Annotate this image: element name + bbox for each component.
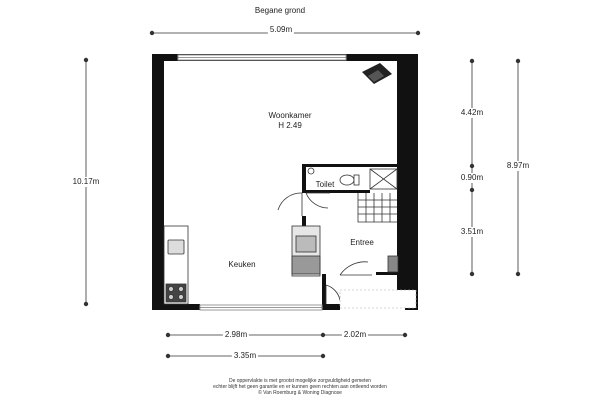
footer-line-3: © Van Roemburg & Woning Diagnose: [258, 390, 342, 396]
footer-line-1: De oppervlakte is met grootst mogelijke zorgvuldigheid gemeten: [228, 378, 372, 384]
room-toilet: Toilet: [315, 180, 335, 189]
dim-bottom-left: 2.98m: [224, 330, 248, 339]
hall-fixtures: [292, 226, 398, 276]
wall-entree-bottom: [376, 272, 404, 275]
dim-right-total: 8.97m: [506, 161, 530, 170]
wall-toilet-top: [302, 164, 397, 167]
room-keuken: Keuken: [228, 260, 256, 269]
dim-bottom-overall: 3.35m: [233, 351, 257, 360]
wall-toilet-bottom: [302, 190, 370, 193]
door-entree: [340, 262, 372, 275]
dim-left-height: 10.17m: [72, 177, 100, 186]
stairs: [358, 193, 397, 222]
room-woonkamer: Woonkamer: [268, 111, 312, 120]
door-toilet: [306, 193, 330, 208]
dim-right-lower: 3.51m: [460, 227, 484, 236]
plan-title: Begane grond: [254, 6, 306, 15]
dim-bottom-right: 2.02m: [343, 330, 367, 339]
wall-kitchen-mid: [322, 274, 326, 306]
wall-right-upper: [397, 54, 418, 306]
dim-right-upper: 4.42m: [460, 108, 484, 117]
door-living: [278, 193, 302, 216]
wall-bottom-left: [152, 304, 200, 310]
footer-disclaimer: [213, 378, 387, 396]
room-woonkamer-height: H 2.49: [278, 121, 302, 130]
footer-line-2: echter blijft het geen garantie en er kunnen geen rechten aan ontleend worden: [213, 384, 387, 390]
wall-toilet-left: [302, 164, 306, 192]
chair-icon: [362, 63, 392, 84]
door-front: [326, 285, 340, 304]
entrance-step: [340, 290, 416, 308]
wall-left: [152, 54, 164, 310]
dim-right-middle: 0.90m: [460, 173, 484, 182]
dim-top-width: 5.09m: [269, 25, 293, 34]
kitchen-counter: [164, 226, 188, 304]
room-entree: Entree: [350, 238, 374, 247]
